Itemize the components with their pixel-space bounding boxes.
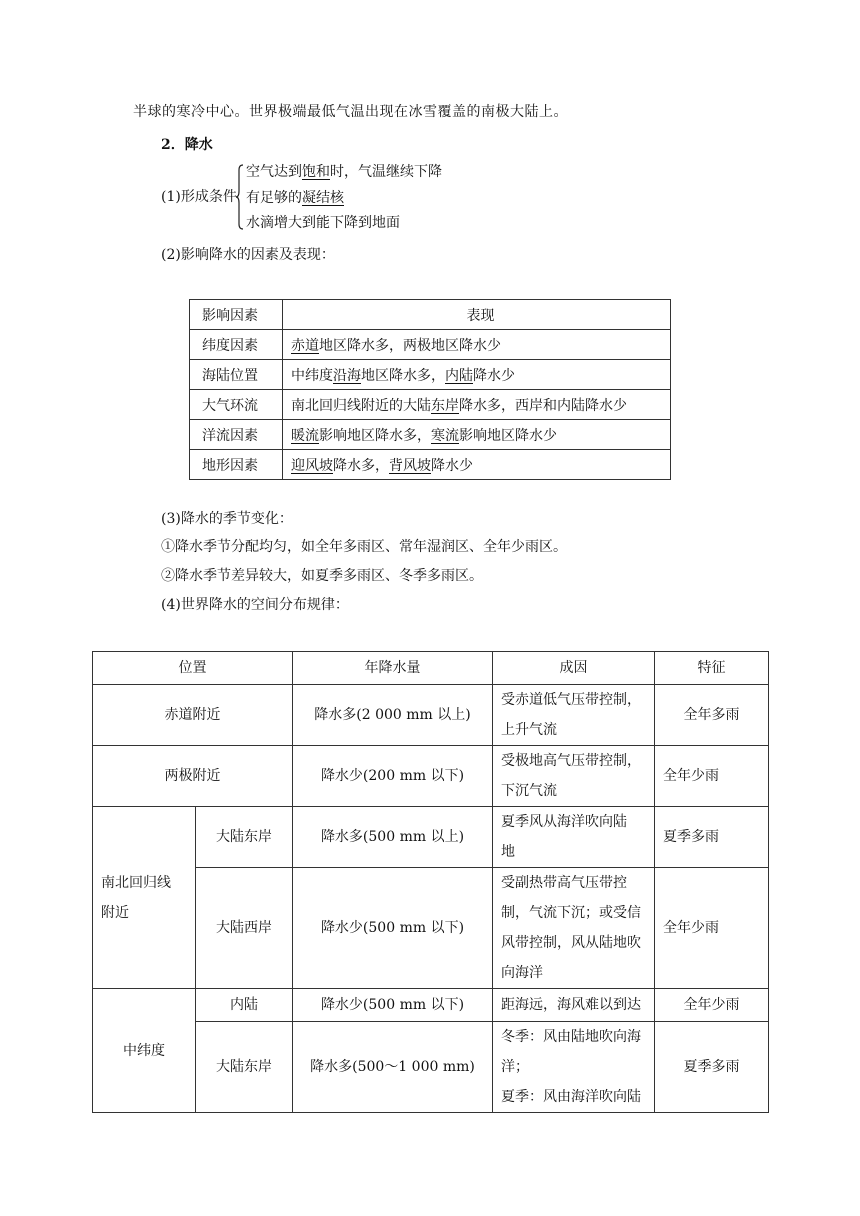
formation-condition-3: 水滴增大到能下降到地面 (246, 215, 400, 231)
header-factor: 影响因素 (190, 300, 283, 330)
amount-cell: 降水多(2 000 mm 以上) (293, 685, 493, 746)
spatial-heading: (4)世界降水的空间分布规律： (161, 597, 349, 613)
manifestation-cell: 南北回归线附近的大陆东岸降水多，西岸和内陆降水少 (283, 390, 671, 420)
header-feature: 特征 (655, 652, 769, 685)
feature-cell: 全年多雨 (655, 685, 769, 746)
region-cell: 南北回归线 附近 (93, 807, 196, 989)
formation-condition-1: 空气达到饱和时，气温继续下降 (246, 164, 442, 180)
table-row (93, 685, 769, 746)
feature-cell: 全年少雨 (655, 746, 769, 807)
factor-cell: 洋流因素 (190, 420, 283, 450)
header-position: 位置 (93, 652, 293, 685)
seasonal-heading: (3)降水的季节变化： (161, 511, 293, 527)
section-heading: 2．降水 (161, 137, 213, 153)
feature-cell: 全年少雨 (655, 868, 769, 989)
table-row (190, 330, 671, 360)
region-cell: 中纬度 (93, 989, 196, 1113)
factor-cell: 地形因素 (190, 450, 283, 480)
position-cell: 两极附近 (93, 746, 293, 807)
cause-cell: 受极地高气压带控制， 下沉气流 (493, 746, 655, 807)
cause-cell: 受赤道低气压带控制， 上升气流 (493, 685, 655, 746)
manifestation-cell: 赤道地区降水多，两极地区降水少 (283, 330, 671, 360)
subposition-cell: 大陆东岸 (196, 807, 293, 868)
cause-cell: 距海远，海风难以到达 (493, 989, 655, 1022)
table-row (93, 807, 769, 868)
amount-cell: 降水多(500～1 000 mm) (293, 1022, 493, 1113)
header-amount: 年降水量 (293, 652, 493, 685)
position-cell: 赤道附近 (93, 685, 293, 746)
precipitation-distribution-table (92, 651, 769, 1113)
factor-cell: 纬度因素 (190, 330, 283, 360)
table-row (93, 989, 769, 1022)
manifestation-cell: 暖流影响地区降水多，寒流影响地区降水少 (283, 420, 671, 450)
cause-cell: 冬季：风由陆地吹向海 洋； 夏季：风由海洋吹向陆 (493, 1022, 655, 1113)
seasonal-item-2: ②降水季节差异较大，如夏季多雨区、冬季多雨区。 (161, 568, 483, 584)
header-manifestation: 表现 (283, 300, 671, 330)
cause-cell: 夏季风从海洋吹向陆 地 (493, 807, 655, 868)
precipitation-factors-table (189, 299, 671, 480)
table-row (190, 390, 671, 420)
manifestation-cell: 中纬度沿海地区降水多，内陆降水少 (283, 360, 671, 390)
factor-cell: 海陆位置 (190, 360, 283, 390)
brace-icon (236, 164, 244, 230)
amount-cell: 降水少(500 mm 以下) (293, 868, 493, 989)
seasonal-item-1: ①降水季节分配均匀，如全年多雨区、常年湿润区、全年少雨区。 (161, 539, 567, 555)
factor-cell: 大气环流 (190, 390, 283, 420)
amount-cell: 降水少(500 mm 以下) (293, 989, 493, 1022)
feature-cell: 夏季多雨 (655, 1022, 769, 1113)
formation-condition-2: 有足够的凝结核 (246, 190, 344, 206)
amount-cell: 降水少(200 mm 以下) (293, 746, 493, 807)
table-row (190, 450, 671, 480)
factors-heading: (2)影响降水的因素及表现： (161, 247, 335, 263)
subposition-cell: 大陆东岸 (196, 1022, 293, 1113)
subposition-cell: 内陆 (196, 989, 293, 1022)
amount-cell: 降水多(500 mm 以上) (293, 807, 493, 868)
table-header-row (93, 652, 769, 685)
table-row (93, 746, 769, 807)
subposition-cell: 大陆西岸 (196, 868, 293, 989)
cause-cell: 受副热带高气压带控 制，气流下沉；或受信 风带控制，风从陆地吹 向海洋 (493, 868, 655, 989)
feature-cell: 全年少雨 (655, 989, 769, 1022)
table-row (190, 420, 671, 450)
intro-line: 半球的寒冷中心。世界极端最低气温出现在冰雪覆盖的南极大陆上。 (133, 104, 568, 120)
table-header-row (190, 300, 671, 330)
manifestation-cell: 迎风坡降水多，背风坡降水少 (283, 450, 671, 480)
formation-label: (1)形成条件 (161, 189, 237, 205)
header-cause: 成因 (493, 652, 655, 685)
feature-cell: 夏季多雨 (655, 807, 769, 868)
table-row (190, 360, 671, 390)
